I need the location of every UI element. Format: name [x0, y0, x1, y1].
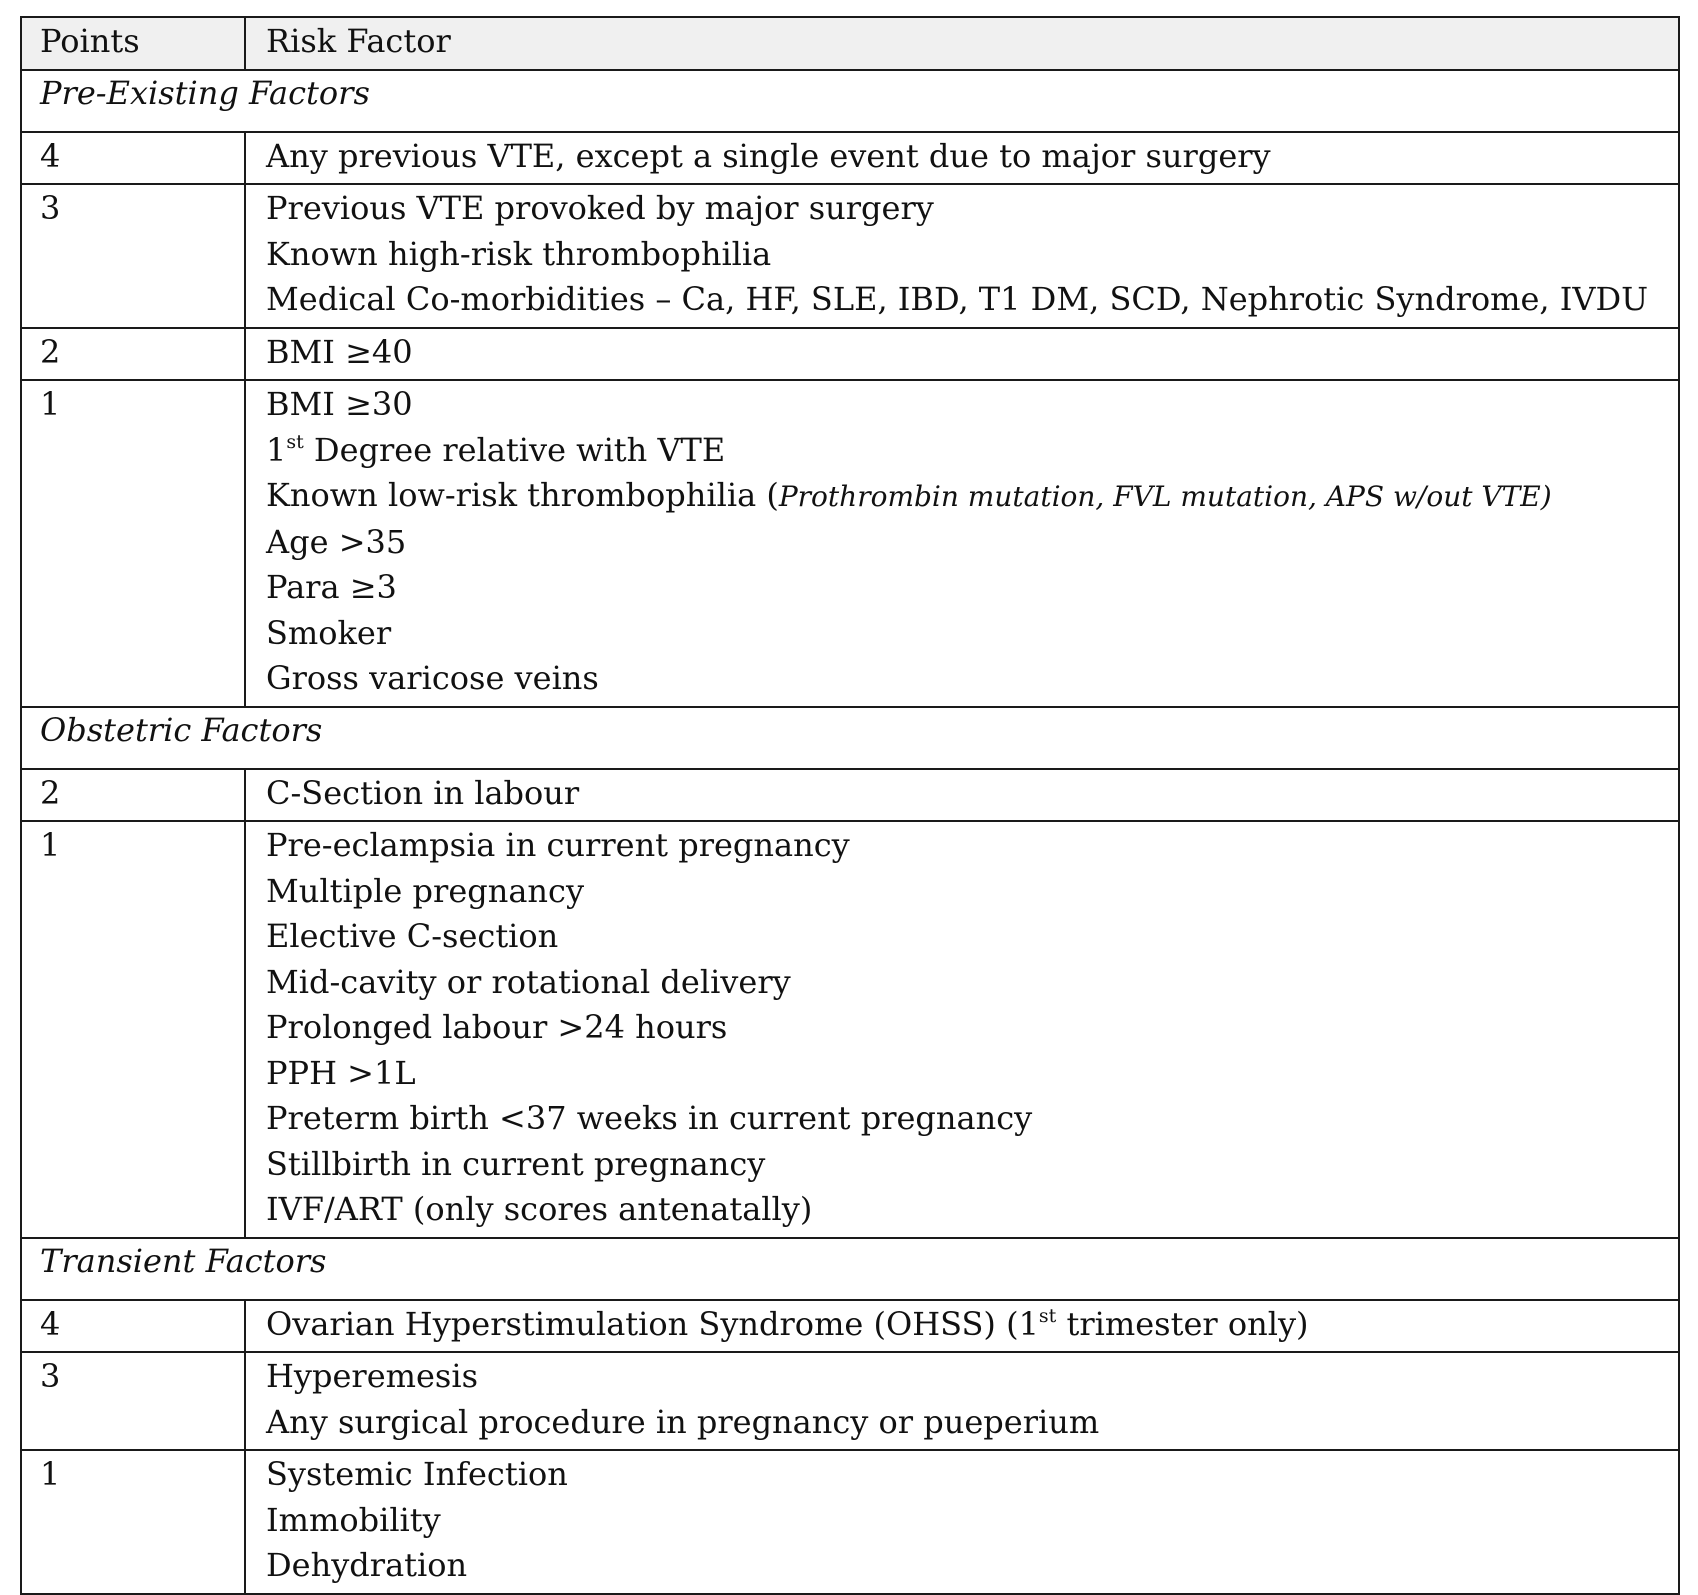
section-header	[21, 707, 1679, 769]
risk-factor-cell	[245, 184, 1679, 328]
risk-factor-cell	[245, 821, 1679, 1238]
risk-factor-table	[20, 16, 1680, 1595]
list-item: Smoker	[266, 613, 392, 652]
list-item: Systemic Infection	[266, 1455, 568, 1493]
list-item: PPH >1L	[266, 1053, 416, 1092]
list-item: C-Section in labour	[266, 773, 580, 812]
table-row	[21, 380, 1679, 707]
list-item: Preterm birth <37 weeks in current pregnancy	[266, 1099, 1033, 1137]
list-item: Mid-cavity or rotational delivery	[266, 962, 791, 1001]
list-item: Ovarian Hyperstimulation Syndrome (OHSS) (1st trimester only)	[266, 1304, 1309, 1343]
table-row	[21, 1450, 1679, 1594]
points-cell: 1	[21, 380, 245, 707]
points-cell: 4	[21, 1300, 245, 1353]
points-cell: 2	[21, 769, 245, 822]
points-cell: 3	[21, 184, 245, 328]
points-column-header: Points	[21, 17, 245, 70]
risk-factor-cell	[245, 380, 1679, 707]
table-row	[21, 769, 1679, 822]
thrombophilia-note: Prothrombin mutation, FVL mutation, APS w/out VTE)	[778, 480, 1552, 513]
section-row-transient	[21, 1238, 1679, 1300]
section-row-pre-existing	[21, 70, 1679, 132]
list-item: 1st Degree relative with VTE	[266, 430, 726, 469]
table-row	[21, 1300, 1679, 1353]
list-item: Age >35	[266, 522, 407, 561]
points-cell: 3	[21, 1352, 245, 1450]
list-item: Known high-risk thrombophilia	[266, 234, 772, 273]
list-item: Elective C-section	[266, 917, 559, 955]
section-label: Pre-Existing Factors	[40, 73, 370, 112]
risk-factor-cell	[245, 1300, 1679, 1353]
points-cell: 2	[21, 328, 245, 381]
list-item: Any previous VTE, except a single event due to major surgery	[266, 136, 1271, 175]
list-item: Dehydration	[266, 1546, 468, 1584]
list-item: Known low-risk thrombophilia (Prothrombin mutation, FVL mutation, APS w/out VTE)	[266, 476, 1552, 514]
list-item: Medical Co-morbidities – Ca, HF, SLE, IBD, T1 DM, SCD, Nephrotic Syndrome, IVDU	[266, 280, 1649, 318]
section-label: Transient Factors	[40, 1241, 327, 1280]
points-cell: 4	[21, 132, 245, 185]
table-row	[21, 1352, 1679, 1450]
risk-factor-cell	[245, 769, 1679, 822]
risk-factor-cell	[245, 328, 1679, 381]
points-cell: 1	[21, 821, 245, 1238]
list-item: Prolonged labour >24 hours	[266, 1008, 728, 1046]
list-item: Any surgical procedure in pregnancy or pueperium	[266, 1402, 1100, 1441]
table-row	[21, 821, 1679, 1238]
list-item: Stillbirth in current pregnancy	[266, 1144, 766, 1183]
risk-factor-cell	[245, 1352, 1679, 1450]
list-item: Immobility	[266, 1500, 441, 1539]
section-label: Obstetric Factors	[40, 710, 323, 749]
list-item: BMI ≥30	[266, 385, 413, 423]
table-row	[21, 328, 1679, 381]
section-row-obstetric	[21, 707, 1679, 769]
list-item: IVF/ART (only scores antenatally)	[266, 1190, 813, 1228]
list-item: Hyperemesis	[266, 1357, 478, 1395]
table-row	[21, 132, 1679, 185]
list-item: Previous VTE provoked by major surgery	[266, 189, 934, 227]
risk-factor-cell	[245, 1450, 1679, 1594]
list-item: Gross varicose veins	[266, 659, 599, 697]
list-item: Para ≥3	[266, 568, 397, 606]
risk-factor-cell	[245, 132, 1679, 185]
section-header	[21, 70, 1679, 132]
points-cell: 1	[21, 1450, 245, 1594]
table-row	[21, 184, 1679, 328]
list-item: Multiple pregnancy	[266, 871, 585, 910]
section-header	[21, 1238, 1679, 1300]
list-item: BMI ≥40	[266, 332, 413, 371]
table-header-row	[21, 17, 1679, 70]
list-item: Pre-eclampsia in current pregnancy	[266, 826, 850, 864]
risk-factor-column-header: Risk Factor	[245, 17, 1679, 70]
